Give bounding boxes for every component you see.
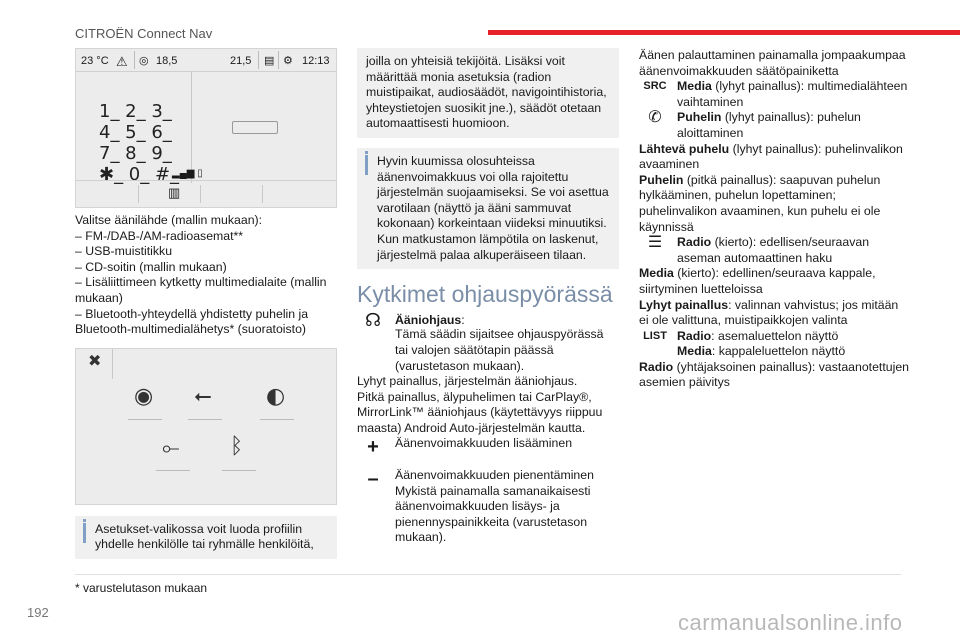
media-label: Media bbox=[639, 266, 674, 281]
settings-icon: ⚙ bbox=[283, 55, 293, 67]
status-divider bbox=[258, 51, 259, 69]
phone-icon: ✆ bbox=[648, 109, 662, 127]
media-text bbox=[639, 266, 909, 297]
restore-text: Äänen palauttaminen painamalla jompaakumpaa äänenvoimakkuuden säätöpainiketta bbox=[639, 48, 906, 78]
voice-control-text bbox=[357, 327, 619, 374]
screen-left-value: 18,5 bbox=[156, 55, 178, 67]
phone-long-desc: (pitkä painallus): saapuvan puhelun hylkääminen, puhelun lopettaminen; puhelinvalikon avaaminen, kun puhelu ei ole käynnissä bbox=[639, 172, 881, 234]
short-desc: : valinnan vahvistus; jos mitään ei ole valittuna, muistipaikkojen valinta bbox=[639, 297, 899, 328]
mute-text: Mykistä painamalla samanaikaisesti äänenvoimakkuuden lisäys- ja pienennyspainikkeita (varustetason mukaan). bbox=[395, 483, 591, 545]
screen-right-value: 21,5 bbox=[230, 55, 252, 67]
screen-temperature: 23 °C bbox=[81, 55, 109, 67]
voice-control-label: Ääniohjaus bbox=[395, 312, 462, 327]
voice-control-text-span: Tämä säädin sijaitsee ohjauspyörässä tai valojen säätötapin päässä (varustetason mukaan). bbox=[395, 327, 604, 373]
voice-control-icon: ☊ bbox=[365, 309, 381, 330]
phone-label: Puhelin bbox=[677, 110, 722, 125]
radio-long-desc: (yhtäjaksoinen painallus): vastaanotettujen asemien päivitys bbox=[639, 359, 910, 390]
icon-underline bbox=[188, 419, 222, 420]
signal-icon: ▂▄▆ ▯ bbox=[172, 168, 203, 179]
info-text: Hyvin kuumissa olosuhteissa äänenvoimakkuus voi olla rajoitettu järjestelmän suojaamiseksi. Se voi asettua varotilaan (näyttö ja ääni sammuvat kokonaan) korkeintaan viideksi minuutiksi. Kun matkustamon lämpötila on laskenut, järjestelmä palaa alkuperäiseen tilaan. bbox=[377, 153, 609, 262]
list-radio-text: : asemaluettelon näyttö bbox=[711, 328, 839, 343]
radio-text: (kierto): edellisen/seuraavan aseman automaattinen haku bbox=[677, 235, 870, 265]
continued-text: joilla on yhteisiä tekijöitä. Lisäksi voit määrittää monia asetuksia (radion muistipaikat, audiosäädöt, navigointihistoria, yhteystietojen suosikit jne.), säädöt otetaan automaattisesti huomioon. bbox=[366, 54, 607, 131]
cd-icon: ◐ bbox=[266, 383, 286, 409]
warning-icon: ⚠ bbox=[116, 54, 128, 69]
scroll-wheel-icon: ☰ bbox=[647, 234, 663, 252]
info-text: Asetukset-valikossa voit luoda profiilin yhdelle henkilölle tai ryhmälle henkilöitä, bbox=[95, 521, 314, 552]
bluetooth-icon: ᛒ bbox=[230, 433, 244, 459]
radio-long-text bbox=[639, 360, 909, 391]
source-intro: Valitse äänilähde (mallin mukaan): bbox=[75, 213, 263, 227]
radio-label: Radio bbox=[677, 235, 712, 250]
short-press-text bbox=[639, 298, 909, 329]
info-icon bbox=[365, 151, 368, 154]
info-icon-bar bbox=[83, 523, 86, 543]
scroll-wheel-row bbox=[639, 235, 909, 266]
phone-long-label: Puhelin bbox=[639, 172, 684, 187]
status-divider bbox=[134, 51, 135, 69]
screen-time: 12:13 bbox=[302, 55, 330, 67]
icon-underline bbox=[156, 470, 190, 471]
info-box-profiles bbox=[75, 516, 337, 559]
screen-empty-field bbox=[232, 121, 278, 134]
outgoing-text: (lyhyt painallus): puhelinvalikon avaaminen bbox=[639, 141, 903, 172]
source-item: – Bluetooth-yhteydellä yhdistetty puhelin ja Bluetooth-multimedialähetys* (suoratoisto) bbox=[75, 306, 309, 337]
page-number: 192 bbox=[27, 605, 49, 620]
close-icon: ✖ bbox=[88, 350, 102, 370]
radio-icon: ◉ bbox=[134, 383, 154, 409]
bar-divider bbox=[262, 185, 263, 203]
footer-divider bbox=[75, 574, 901, 575]
keypad-row: 1_ 2_ 3_ bbox=[99, 101, 172, 122]
source-item: – USB-muistitikku bbox=[75, 244, 173, 259]
target-icon: ◎ bbox=[139, 55, 149, 67]
source-selector-illustration bbox=[75, 348, 337, 505]
phone-text: (lyhyt painallus): puhelun aloittaminen bbox=[677, 110, 861, 140]
icon-underline bbox=[222, 470, 256, 471]
list-media-label: Media bbox=[677, 344, 712, 359]
src-label: Media bbox=[677, 79, 712, 94]
voice-long-press: Pitkä painallus, älypuhelimen tai CarPlay®, MirrorLink™ ääniohjaus (käytettävyys riippuu maasta) Android Auto-järjestelmän kautta. bbox=[357, 389, 603, 435]
keypad-row: 7_ 8_ 9_ bbox=[99, 143, 172, 164]
header-accent-bar bbox=[488, 30, 960, 35]
source-item: – CD-soitin (mallin mukaan) bbox=[75, 259, 227, 274]
list-icon: LIST bbox=[643, 329, 667, 342]
list-radio-label: Radio bbox=[677, 328, 712, 343]
section-heading: Kytkimet ohjauspyörässä bbox=[357, 281, 613, 308]
plus-icon: + bbox=[367, 436, 379, 459]
phone-keypad bbox=[99, 101, 179, 185]
src-row bbox=[639, 79, 909, 110]
box-divider bbox=[112, 349, 113, 379]
spacer bbox=[357, 452, 619, 468]
info-box-continued bbox=[357, 48, 619, 138]
volume-down-row bbox=[357, 468, 619, 491]
bar-divider bbox=[200, 185, 201, 203]
phone-long-text bbox=[639, 173, 909, 235]
list-media-text: : kappaleluettelon näyttö bbox=[711, 344, 846, 359]
keypad-row: ✱_ 0_ #_ bbox=[99, 164, 180, 185]
phone-row bbox=[639, 110, 909, 141]
volume-down-label: Äänenvoimakkuuden pienentäminen bbox=[395, 468, 594, 483]
info-box-heat bbox=[357, 148, 619, 269]
voice-control-row: ☊ Ääniohjaus: bbox=[357, 313, 619, 329]
fan-icon: ▤ bbox=[264, 55, 275, 67]
status-divider bbox=[278, 51, 279, 69]
radio-long-label: Radio bbox=[639, 359, 674, 374]
info-icon-bar bbox=[365, 155, 368, 175]
media-desc: (kierto): edellinen/seuraava kappale, siirtyminen luetteloissa bbox=[639, 266, 876, 296]
phone-menu-icon: ▥ bbox=[168, 185, 181, 200]
aux-cable-icon: ⟜ bbox=[162, 435, 180, 461]
outgoing-call-text bbox=[639, 142, 909, 173]
voice-short-press: Lyhyt painallus, järjestelmän ääniohjaus. bbox=[357, 374, 578, 389]
src-text: (lyhyt painallus): multimedialähteen vaihtaminen bbox=[677, 79, 908, 109]
volume-up-label: Äänenvoimakkuuden lisääminen bbox=[395, 436, 573, 451]
column-2 bbox=[357, 48, 619, 546]
outgoing-label: Lähtevä puhelu bbox=[639, 141, 730, 156]
usb-icon: ⭠ bbox=[194, 383, 212, 409]
source-item: – FM-/DAB-/AM-radioasemat** bbox=[75, 228, 244, 243]
header-title: CITROËN Connect Nav bbox=[75, 26, 213, 41]
column-1 bbox=[75, 48, 337, 559]
src-icon: SRC bbox=[643, 80, 667, 93]
screen-bottom-bar bbox=[76, 180, 336, 207]
info-icon bbox=[83, 519, 86, 522]
volume-up-row bbox=[357, 436, 619, 459]
screen-status-bar bbox=[76, 49, 336, 72]
list-row bbox=[639, 329, 909, 360]
minus-icon: – bbox=[367, 468, 379, 491]
icon-underline bbox=[260, 419, 294, 420]
source-item: – Lisäliittimeen kytketty multimedialaite (mallin mukaan) bbox=[75, 275, 327, 305]
screen-illustration bbox=[75, 48, 337, 208]
icon-underline bbox=[128, 419, 162, 420]
bar-divider bbox=[138, 185, 139, 203]
short-label: Lyhyt painallus bbox=[639, 297, 729, 312]
watermark: carmanualsonline.info bbox=[678, 610, 903, 635]
keypad-row: 4_ 5_ 6_ bbox=[99, 122, 172, 143]
column-3 bbox=[639, 48, 909, 391]
footnote: * varustelutason mukaan bbox=[75, 581, 208, 595]
